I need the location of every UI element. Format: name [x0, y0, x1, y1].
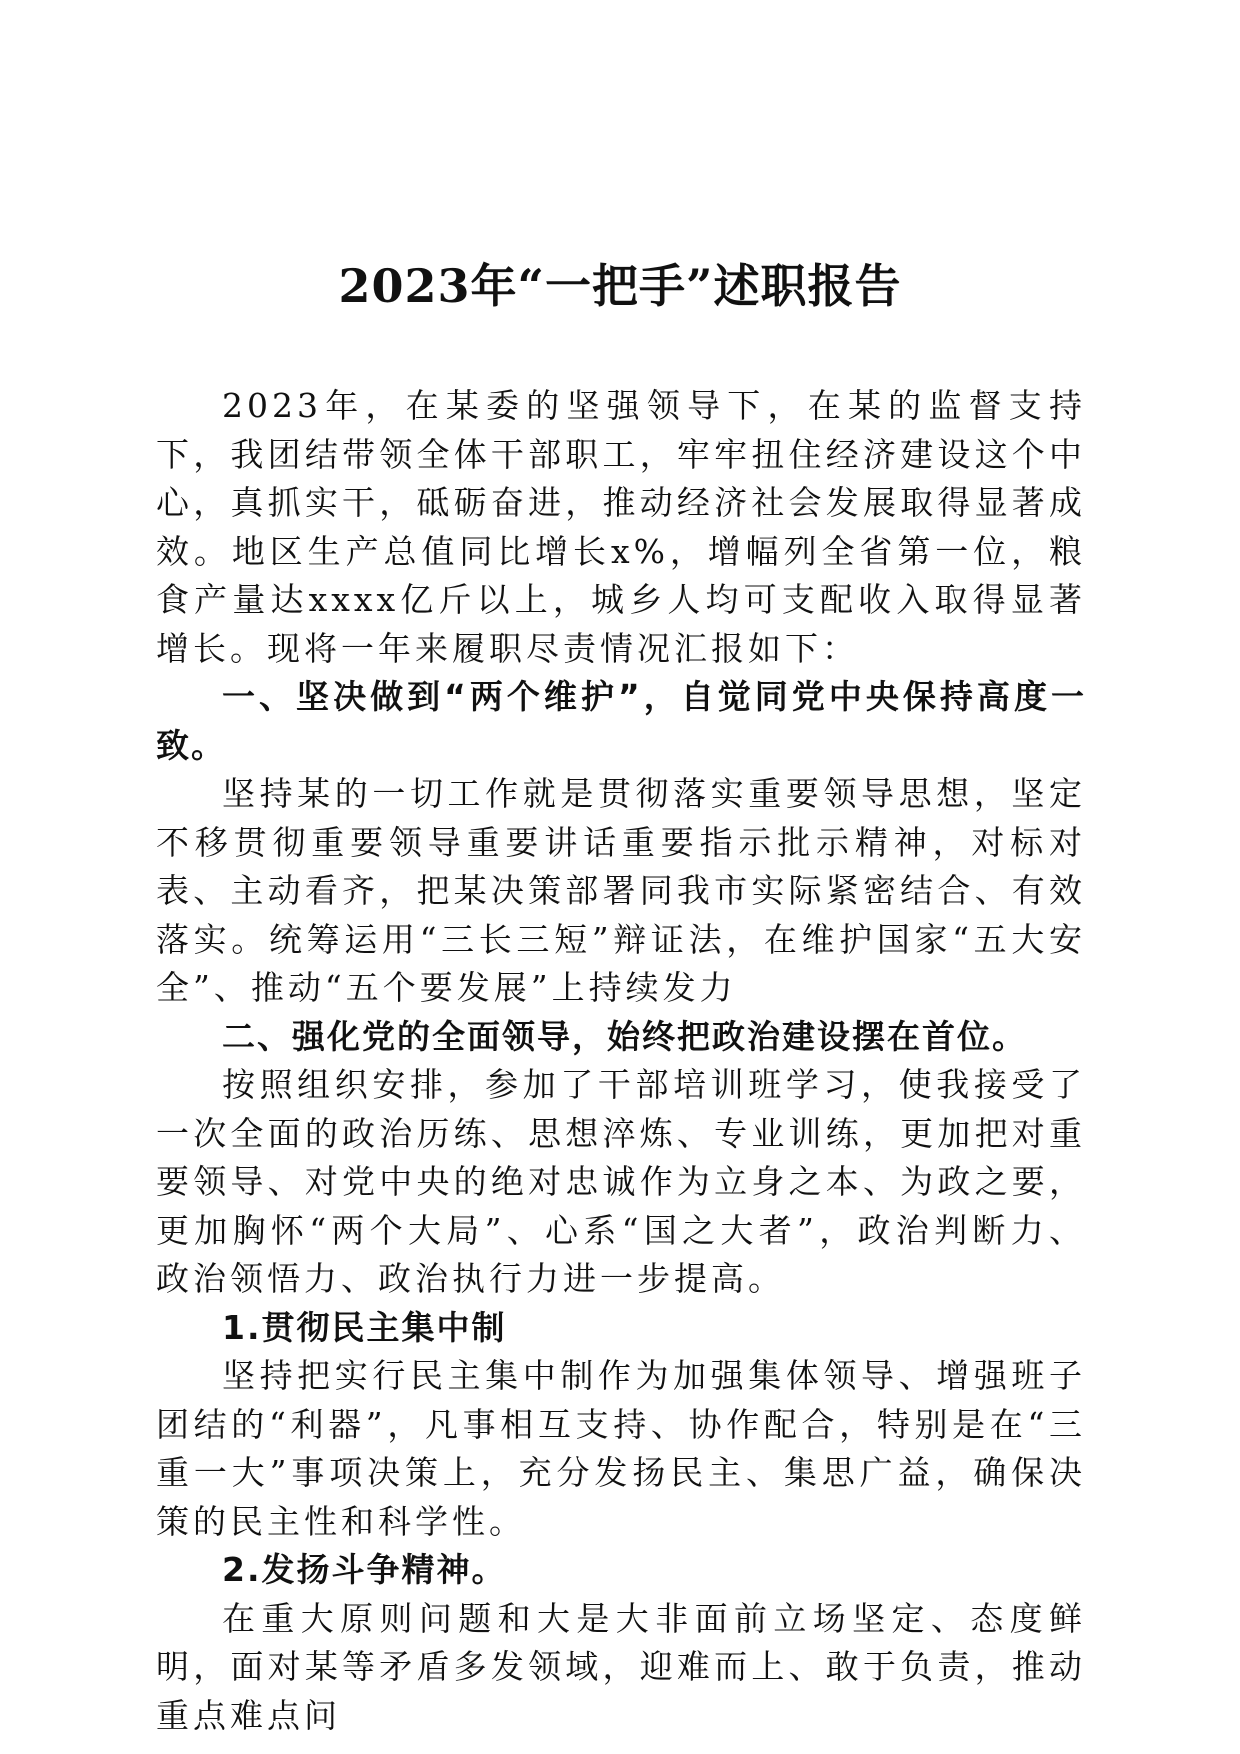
subsection-heading-2: 2.发扬斗争精神。 — [222, 1550, 507, 1589]
section-heading-2: 二、强化党的全面领导，始终把政治建设摆在首位。 — [222, 1016, 1027, 1056]
section-heading-1: 一、坚决做到“两个维护”，自觉同党中央保持高度一致。 — [156, 677, 1086, 765]
document-body — [156, 382, 1086, 1740]
section-1-paragraph: 坚持某的一切工作就是贯彻落实重要领导思想，坚定不移贯彻重要领导重要讲话重要指示批示精神，对标对表、主动看齐，把某决策部署同我市实际紧密结合、有效落实。统筹运用“三长三短”辩证法，在维护国家“五大安全”、推动“五个要发展”上持续发力 — [156, 774, 1086, 1007]
document-title: 2023年“一把手”述职报告 — [338, 259, 902, 313]
subsection-1-paragraph: 坚持把实行民主集中制作为加强集体领导、增强班子团结的“利器”，凡事相互支持、协作配合，特别是在“三重一大”事项决策上，充分发扬民主、集思广益，确保决策的民主性和科学性。 — [156, 1356, 1086, 1541]
section-2-paragraph: 按照组织安排，参加了干部培训班学习，使我接受了一次全面的政治历练、思想淬炼、专业训练，更加把对重要领导、对党中央的绝对忠诚作为立身之本、为政之要，更加胸怀“两个大局”、心系“国之大者”，政治判断力、政治领悟力、政治执行力进一步提高。 — [156, 1065, 1086, 1298]
subsection-2-paragraph: 在重大原则问题和大是大非面前立场坚定、态度鲜明，面对某等矛盾多发领域，迎难而上、敢于负责，推动重点难点问 — [156, 1598, 1086, 1735]
subsection-heading-1: 1.贯彻民主集中制 — [222, 1307, 507, 1347]
intro-paragraph: 2023年，在某委的坚强领导下，在某的监督支持下，我团结带领全体干部职工，牢牢扭住经济建设这个中心，真抓实干，砥砺奋进，推动经济社会发展取得显著成效。地区生产总值同比增长x%，增幅列全省第一位，粮食产量达xxxx亿斤以上，城乡人均可支配收入取得显著增长。现将一年来履职尽责情况汇报如下： — [156, 386, 1086, 668]
